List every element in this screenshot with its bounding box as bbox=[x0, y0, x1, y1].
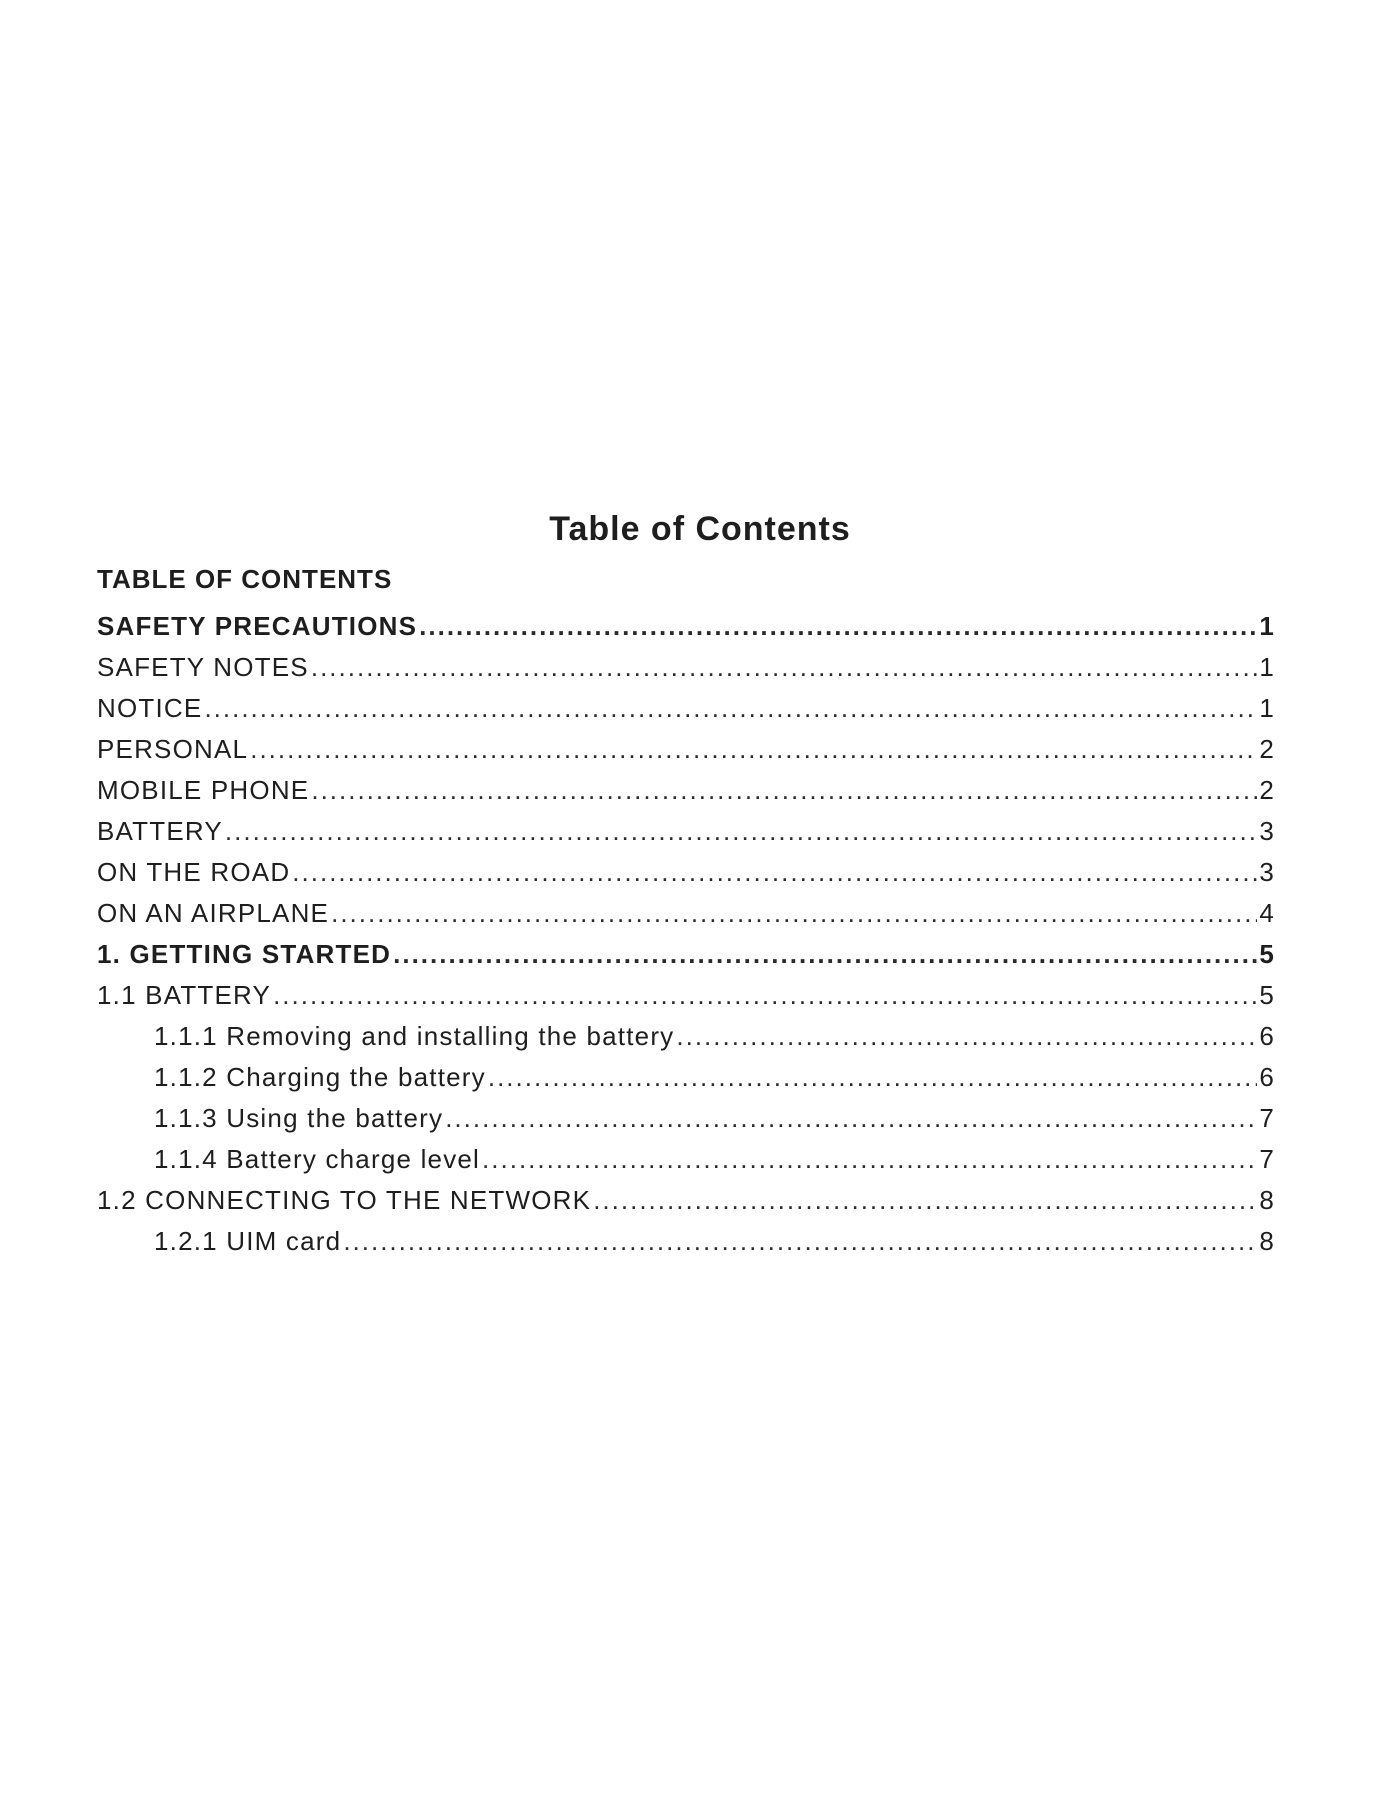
dot-leader bbox=[273, 975, 1257, 1016]
toc-entry-page: 1 bbox=[1259, 611, 1275, 641]
toc-entry-label: NOTICE bbox=[97, 693, 203, 723]
toc-entry-page: 5 bbox=[1259, 939, 1275, 969]
page-title: Table of Contents bbox=[549, 510, 851, 548]
toc-entry-label: 1.1.4 Battery charge level bbox=[154, 1144, 481, 1174]
dot-leader bbox=[445, 1098, 1257, 1139]
toc-entry[interactable] bbox=[97, 1098, 1275, 1139]
toc-entry-page: 6 bbox=[1259, 1021, 1275, 1051]
dot-leader bbox=[676, 1016, 1257, 1057]
dot-leader bbox=[482, 1139, 1257, 1180]
toc-entry[interactable] bbox=[97, 811, 1275, 852]
dot-leader bbox=[393, 934, 1257, 975]
toc-entry-label: 1.1.3 Using the battery bbox=[154, 1103, 444, 1133]
toc-entry-label: ON THE ROAD bbox=[97, 857, 291, 887]
toc-entry-page: 6 bbox=[1259, 1062, 1275, 1092]
toc-entry[interactable] bbox=[97, 1180, 1275, 1221]
toc-entry-page: 2 bbox=[1259, 734, 1275, 764]
toc-entry-label: 1.2 CONNECTING TO THE NETWORK bbox=[97, 1185, 592, 1215]
dot-leader bbox=[419, 606, 1257, 647]
dot-leader bbox=[204, 688, 1257, 729]
toc-entry[interactable] bbox=[97, 688, 1275, 729]
toc-entry-label: 1.1.1 Removing and installing the battery bbox=[154, 1021, 675, 1051]
toc-entry[interactable] bbox=[97, 1016, 1275, 1057]
toc-entry-label: 1. GETTING STARTED bbox=[97, 939, 392, 969]
toc-entry[interactable] bbox=[97, 852, 1275, 893]
toc-entry-label: SAFETY NOTES bbox=[97, 652, 309, 682]
toc-entry[interactable] bbox=[97, 770, 1275, 811]
toc-heading: TABLE OF CONTENTS bbox=[97, 564, 393, 594]
toc-entry-page: 5 bbox=[1259, 980, 1275, 1010]
toc-entry-label: PERSONAL bbox=[97, 734, 249, 764]
toc-entry-page: 3 bbox=[1259, 816, 1275, 846]
toc-entry-label: MOBILE PHONE bbox=[97, 775, 310, 805]
toc-entry-page: 3 bbox=[1259, 857, 1275, 887]
toc-entry-page: 7 bbox=[1259, 1103, 1275, 1133]
toc-entry-label: 1.2.1 UIM card bbox=[154, 1226, 342, 1256]
toc-entry-page: 4 bbox=[1259, 898, 1275, 928]
toc-list bbox=[97, 606, 1275, 1262]
toc-entry-page: 1 bbox=[1259, 652, 1275, 682]
dot-leader bbox=[311, 770, 1257, 811]
toc-entry[interactable] bbox=[97, 934, 1275, 975]
dot-leader bbox=[331, 893, 1257, 934]
toc-entry[interactable] bbox=[97, 606, 1275, 647]
toc-entry-label: 1.1 BATTERY bbox=[97, 980, 272, 1010]
dot-leader bbox=[343, 1221, 1257, 1262]
dot-leader bbox=[593, 1180, 1257, 1221]
toc-entry-page: 1 bbox=[1259, 693, 1275, 723]
toc-entry[interactable] bbox=[97, 1221, 1275, 1262]
toc-entry-page: 8 bbox=[1259, 1185, 1275, 1215]
toc-entry[interactable] bbox=[97, 1057, 1275, 1098]
toc-entry-page: 8 bbox=[1259, 1226, 1275, 1256]
dot-leader bbox=[292, 852, 1257, 893]
toc-entry[interactable] bbox=[97, 975, 1275, 1016]
dot-leader bbox=[225, 811, 1257, 852]
toc-entry-page: 2 bbox=[1259, 775, 1275, 805]
toc-entry-page: 7 bbox=[1259, 1144, 1275, 1174]
toc-entry-label: 1.1.2 Charging the battery bbox=[154, 1062, 486, 1092]
toc-entry-label: BATTERY bbox=[97, 816, 223, 846]
toc-entry-label: ON AN AIRPLANE bbox=[97, 898, 330, 928]
toc-entry[interactable] bbox=[97, 729, 1275, 770]
dot-leader bbox=[488, 1057, 1257, 1098]
toc-entry-label: SAFETY PRECAUTIONS bbox=[97, 611, 418, 641]
toc-entry[interactable] bbox=[97, 647, 1275, 688]
dot-leader bbox=[311, 647, 1257, 688]
toc-entry[interactable] bbox=[97, 893, 1275, 934]
toc-entry[interactable] bbox=[97, 1139, 1275, 1180]
dot-leader bbox=[250, 729, 1257, 770]
